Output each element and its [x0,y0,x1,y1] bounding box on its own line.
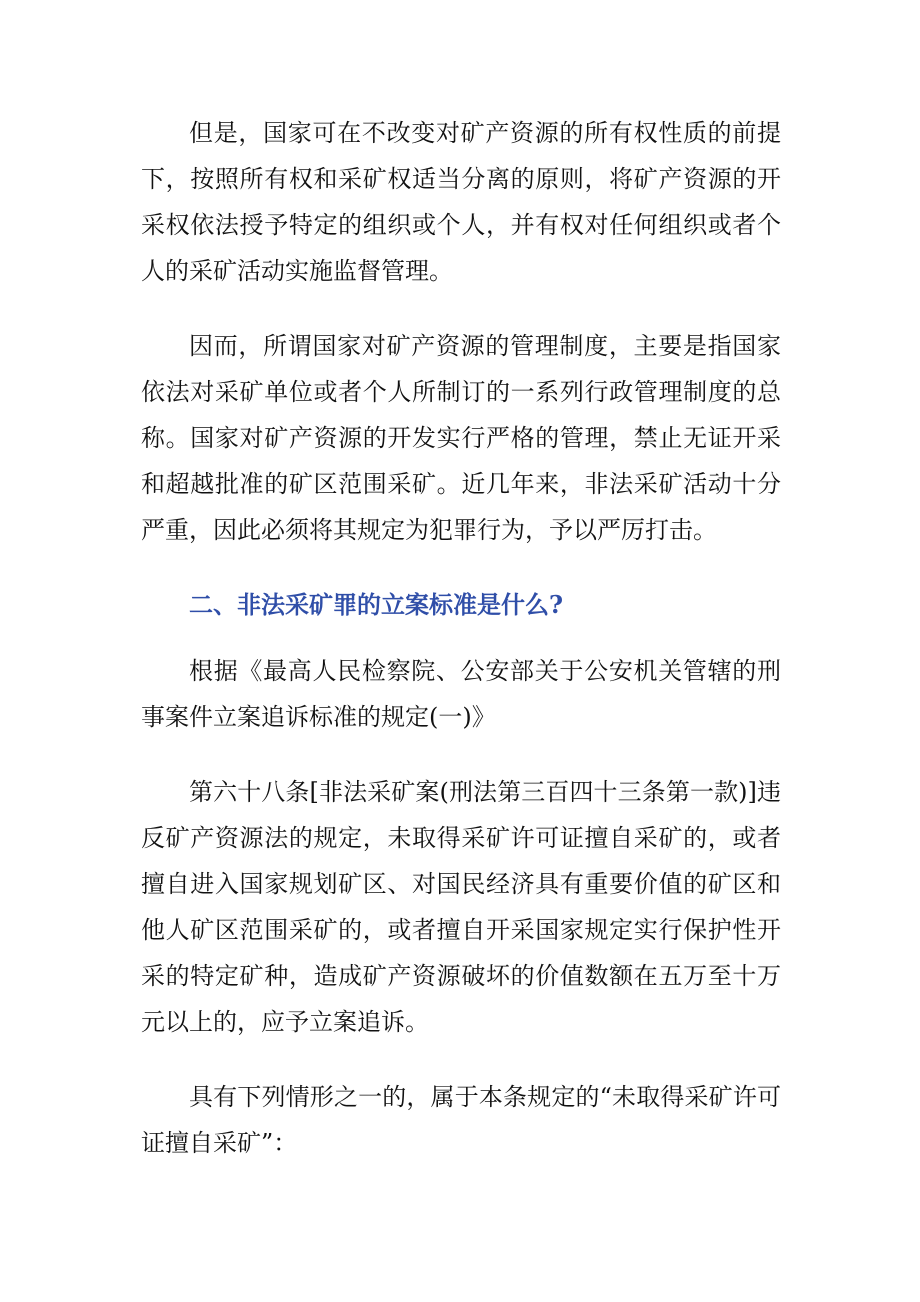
paragraph-regulation-reference: 根据《最高人民检察院、公安部关于公安机关管辖的刑事案件立案追诉标准的规定(一)》 [141,657,781,731]
paragraph-management-system: 因而，所谓国家对矿产资源的管理制度，主要是指国家依法对采矿单位或者个人所制订的一系列行政管理制度的总称。国家对矿产资源的开发实行严格的管理，禁止无证开采和超越批准的矿区范围采矿。近几年来，非法采矿活动十分严重，因此必须将其规定为犯罪行为，予以严厉打击。 [141,332,781,544]
paragraph-article-68: 第六十八条[非法采矿案(刑法第三百四十三条第一款)]违反矿产资源法的规定，未取得采矿许可证擅自采矿的，或者擅自进入国家规划矿区、对国民经济具有重要价值的矿区和他人矿区范围采矿的，或者擅自开采国家规定实行保护性开采的特定矿种，造成矿产资源破坏的价值数额在五万至十万元以上的，应予立案追诉。 [141,778,781,1036]
document-page [141,110,781,1195]
paragraph-circumstances-intro: 具有下列情形之一的，属于本条规定的“未取得采矿许可证擅自采矿”： [141,1083,781,1157]
section-heading-filing-standard: 二、非法采矿罪的立案标准是什么? [189,590,564,619]
paragraph-ownership-separation: 但是，国家可在不改变对矿产资源的所有权性质的前提下，按照所有权和采矿权适当分离的原则，将矿产资源的开采权依法授予特定的组织或个人，并有权对任何组织或者个人的采矿活动实施监督管理。 [141,119,781,285]
